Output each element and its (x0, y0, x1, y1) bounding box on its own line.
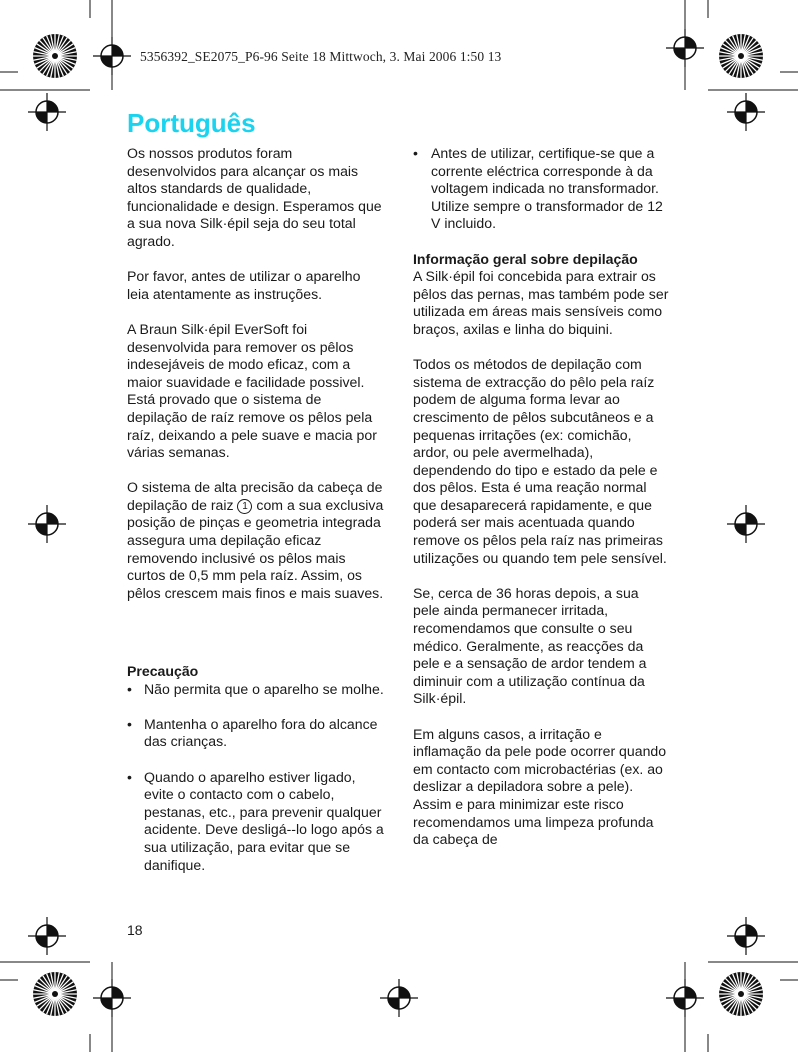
list-item: • Antes de utilizar, certifique-se que a corrente eléctrica corresponde à da voltagem indicada no transformador. Utilize sempre o transformador de 12 V incluido. (413, 145, 663, 232)
list-item: • Mantenha o aparelho fora do alcance das crianças. (127, 715, 378, 750)
precision-text-part2: com a sua exclusiva posição de pinças e geometria integrada assegura uma depilação eficaz removendo inclusivé os pêlos mais curtos de 0,5 mm pela raíz. Assim, os pêlos crescem mais finos e mais suaves. (127, 496, 384, 601)
registration-mark-right-middle (727, 505, 765, 543)
registration-mark-top-right (666, 29, 704, 67)
registration-mark-bottom-right (666, 979, 704, 1017)
page-title: Português (127, 108, 256, 138)
precision-text-part1: O sistema de alta precisão da cabeça de depilação de raiz (127, 479, 383, 513)
print-job-header: 5356392_SE2075_P6-96 Seite 18 Mittwoch, 3. Mai 2006 1:50 13 (140, 49, 502, 64)
voltage-list (413, 145, 669, 233)
registration-mark-right-lower (727, 917, 765, 955)
registration-mark-bottom-center (380, 979, 418, 1017)
starburst-target-top-right (719, 34, 763, 78)
body-paragraph: Se, cerca de 36 horas depois, a sua pele ainda permanecer irritada, recomendamos que consulte o seu médico. Geralmente, as reacções da pele e a sensação de ardor tendem a diminuir com a utilização contínua da Silk·épil. (413, 584, 647, 707)
general-info-heading: Informação geral sobre depilação (413, 250, 638, 267)
body-paragraph: Todos os métodos de depilação com sistema de extracção do pêlo pela raíz podem de alguma forma levar ao crescimento de pêlos subcutâneos e a pequenas irritações (ex: comichão, ardor, ou pele avermelhada), dependendo do tipo e estado da pele e dos pêlos. Esta é uma reação normal que desaparecerá rapidamente, e que poderá ser mais acentuada quando remove os pêlos pela raíz nas primeiras utilizações ou quando tem pele sensível. (413, 356, 667, 566)
list-item: • Quando o aparelho estiver ligado, evite o contacto com o cabelo, pestanas, etc., para prevenir qualquer acidente. Deve desligá--lo logo após a sua utilização, para evitar que se danifique. (127, 768, 384, 873)
starburst-target-bottom-right (719, 972, 763, 1016)
registration-mark-left-upper (28, 93, 66, 131)
intro-paragraph: Os nossos produtos foram desenvolvidos para alcançar os mais altos standards de qualidade, funcionalidade e design. Esperamos que a sua nova Silk·épil seja do seu total agrado. (127, 145, 382, 249)
registration-mark-left-lower (28, 917, 66, 955)
product-description-paragraph: A Braun Silk·épil EverSoft foi desenvolvida para remover os pêlos indesejáveis de modo eficaz, com a maior suavidade e facilidade possivel. Está provado que o sistema de depilação de raíz remove os pêlos pela raíz, deixando a pele suave e macia por várias semanas. (127, 320, 377, 461)
bullet-icon: • (127, 680, 132, 697)
instructions-paragraph: Por favor, antes de utilizar o aparelho leia atentamente as instruções. (127, 268, 361, 302)
starburst-target-bottom-left (33, 972, 77, 1016)
page-number: 18 (127, 922, 143, 938)
precaution-heading: Precaução (127, 663, 199, 680)
left-column (127, 145, 385, 892)
registration-mark-top-left (93, 37, 131, 75)
list-item: • Não permita que o aparelho se molhe. (127, 680, 384, 697)
registration-mark-right-upper (727, 93, 765, 131)
bullet-icon: • (413, 145, 418, 161)
body-paragraph: A Silk·épil foi concebida para extrair os pêlos das pernas, mas também pode ser utilizada em áreas mais sensíveis como braços, axilas e linha do biquini. (413, 268, 669, 337)
figure-reference-marker: 1 (237, 499, 252, 514)
bullet-icon: • (127, 768, 132, 785)
bullet-icon: • (127, 715, 132, 732)
starburst-target-top-left (33, 34, 77, 78)
precaution-list (127, 681, 385, 875)
registration-mark-bottom-left (93, 979, 131, 1017)
registration-mark-left-middle (28, 505, 66, 543)
right-column (413, 145, 669, 866)
body-paragraph: Em alguns casos, a irritação e inflamação da pele pode ocorrer quando em contacto com microbactérias (ex. ao deslizar a depiladora sobre a pele). Assim e para minimizar este risco recomendamos uma limpeza profunda da cabeça de (413, 725, 667, 848)
precision-system-paragraph (127, 479, 385, 602)
